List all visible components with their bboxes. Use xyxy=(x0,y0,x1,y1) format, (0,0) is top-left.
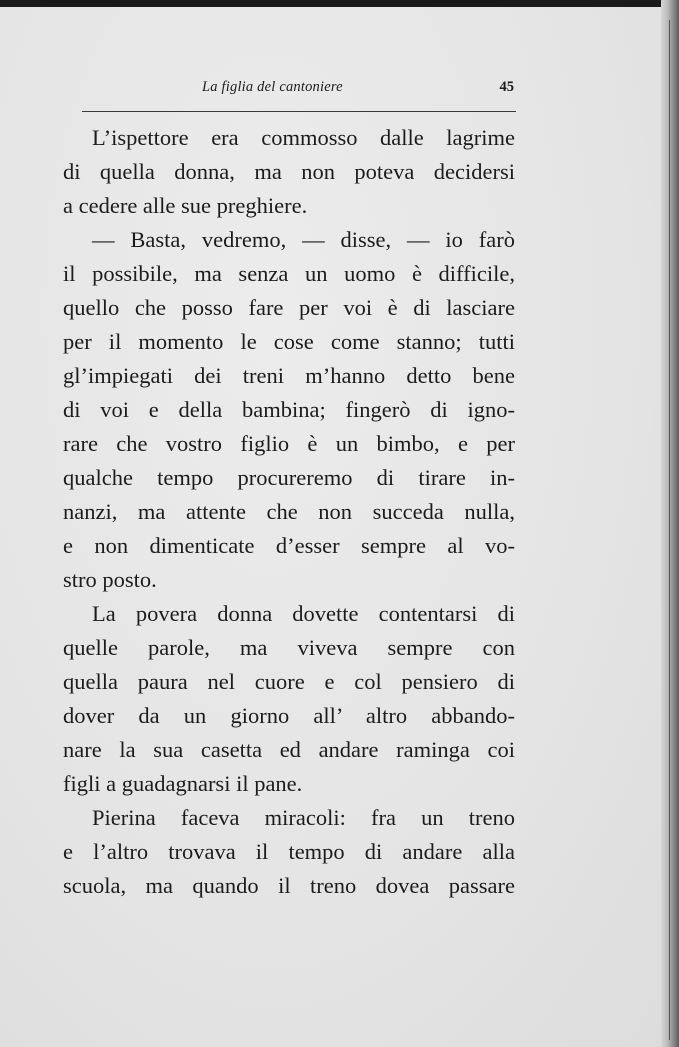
page-edge-line xyxy=(669,20,670,1040)
text-line: stro posto. xyxy=(63,567,157,592)
page-header xyxy=(82,79,516,101)
page-number: 45 xyxy=(499,79,514,95)
text-line: qualche tempo procureremo di tirare in- xyxy=(63,465,515,490)
text-line: nanzi, ma attente che non succeda nulla, xyxy=(63,499,515,524)
text-line: figli a guadagnarsi il pane. xyxy=(63,771,303,796)
text-line: per il momento le cose come stanno; tutti xyxy=(63,329,515,354)
body-text xyxy=(63,121,515,903)
text-line: di voi e della bambina; fingerò di igno- xyxy=(63,397,515,422)
header-rule xyxy=(82,111,516,112)
text-line: e non dimenticate d’esser sempre al vo- xyxy=(63,533,515,558)
page-edge-shadow xyxy=(661,0,679,1047)
text-line: quello che posso fare per voi è di lasciare xyxy=(63,295,515,320)
text-line: e l’altro trovava il tempo di andare alla xyxy=(63,839,515,864)
text-line: di quella donna, ma non poteva decidersi xyxy=(63,159,515,184)
text-line: quelle parole, ma viveva sempre con xyxy=(63,635,515,660)
text-line: rare che vostro figlio è un bimbo, e per xyxy=(63,431,515,456)
text-line: a cedere alle sue preghiere. xyxy=(63,193,308,218)
text-line: dover da un giorno all’ altro abbando- xyxy=(63,703,515,728)
text-line: La povera donna dovette contentarsi di xyxy=(92,601,515,626)
text-line: Pierina faceva miracoli: fra un treno xyxy=(92,805,515,830)
text-line: il possibile, ma senza un uomo è difficile, xyxy=(63,261,515,286)
text-line: — Basta, vedremo, — disse, — io farò xyxy=(92,227,515,252)
scan-top-border xyxy=(0,0,679,7)
text-line: quella paura nel cuore e col pensiero di xyxy=(63,669,515,694)
text-line: L’ispettore era commosso dalle lagrime xyxy=(92,125,515,150)
text-line: gl’impiegati dei treni m’hanno detto bene xyxy=(63,363,515,388)
running-title: La figlia del cantoniere xyxy=(202,79,343,95)
text-line: scuola, ma quando il treno dovea passare xyxy=(63,873,515,898)
text-line: nare la sua casetta ed andare raminga coi xyxy=(63,737,515,762)
